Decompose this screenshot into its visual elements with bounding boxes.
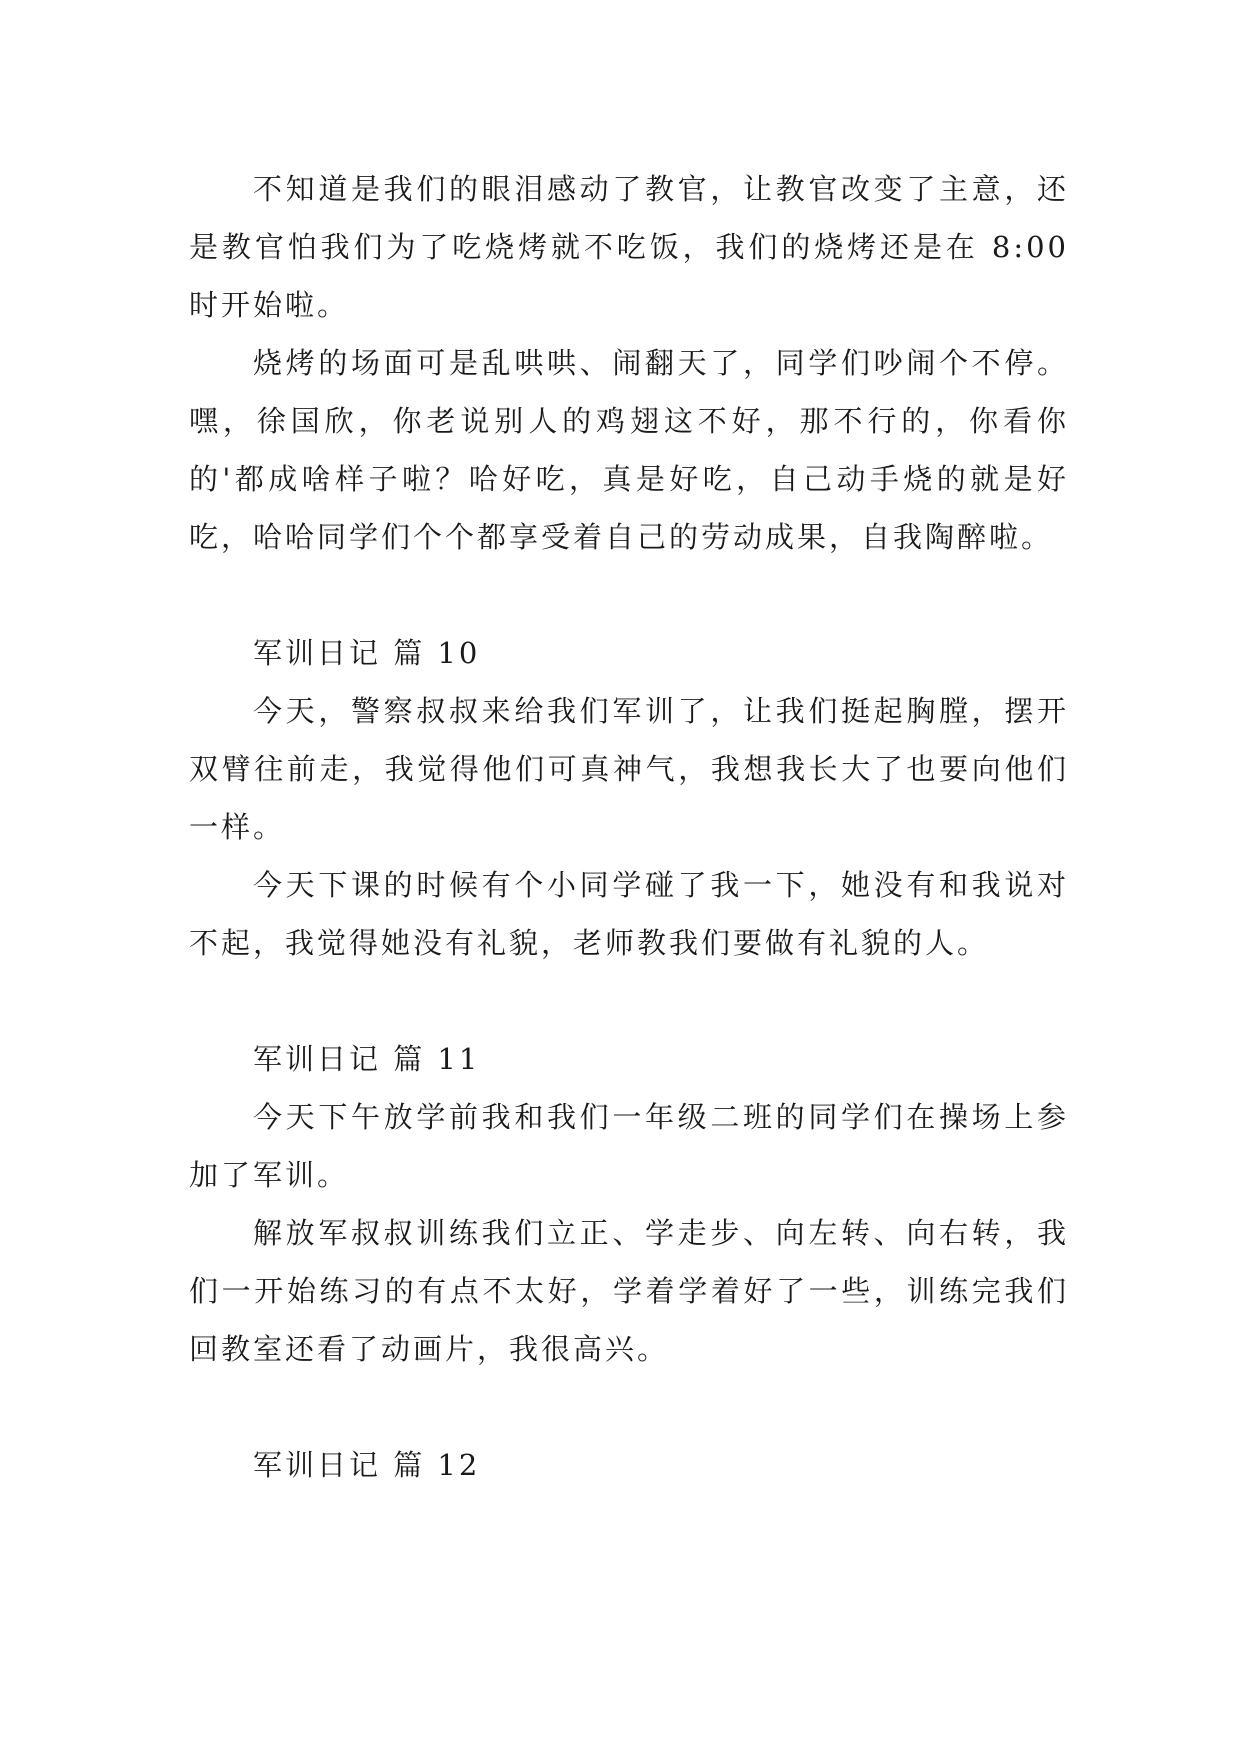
section-spacer [189,1378,1069,1436]
section-spacer [189,566,1069,624]
paragraph: 今天，警察叔叔来给我们军训了，让我们挺起胸膛，摆开双臂往前走，我觉得他们可真神气，我想我长大了也要向他们一样。 [189,694,1069,844]
section-heading: 军训日记 篇 12 [253,1448,481,1482]
section-heading: 军训日记 篇 11 [253,1042,481,1076]
paragraph: 今天下午放学前我和我们一年级二班的同学们在操场上参加了军训。 [189,1100,1069,1192]
section-heading: 军训日记 篇 10 [253,636,481,670]
section-spacer [189,972,1069,1030]
document-body [189,160,1069,1494]
paragraph: 烧烤的场面可是乱哄哄、闹翻天了，同学们吵闹个不停。嘿，徐国欣，你老说别人的鸡翅这不好，那不行的，你看你的'都成啥样子啦？哈好吃，真是好吃，自己动手烧的就是好吃，哈哈同学们个个都享受着自己的劳动成果，自我陶醉啦。 [189,346,1069,554]
paragraph: 不知道是我们的眼泪感动了教官，让教官改变了主意，还是教官怕我们为了吃烧烤就不吃饭，我们的烧烤还是在 8:00 时开始啦。 [189,172,1069,322]
paragraph: 今天下课的时候有个小同学碰了我一下，她没有和我说对不起，我觉得她没有礼貌，老师教我们要做有礼貌的人。 [189,868,1069,960]
paragraph: 解放军叔叔训练我们立正、学走步、向左转、向右转，我们一开始练习的有点不太好，学着学着好了一些，训练完我们回教室还看了动画片，我很高兴。 [189,1216,1069,1366]
